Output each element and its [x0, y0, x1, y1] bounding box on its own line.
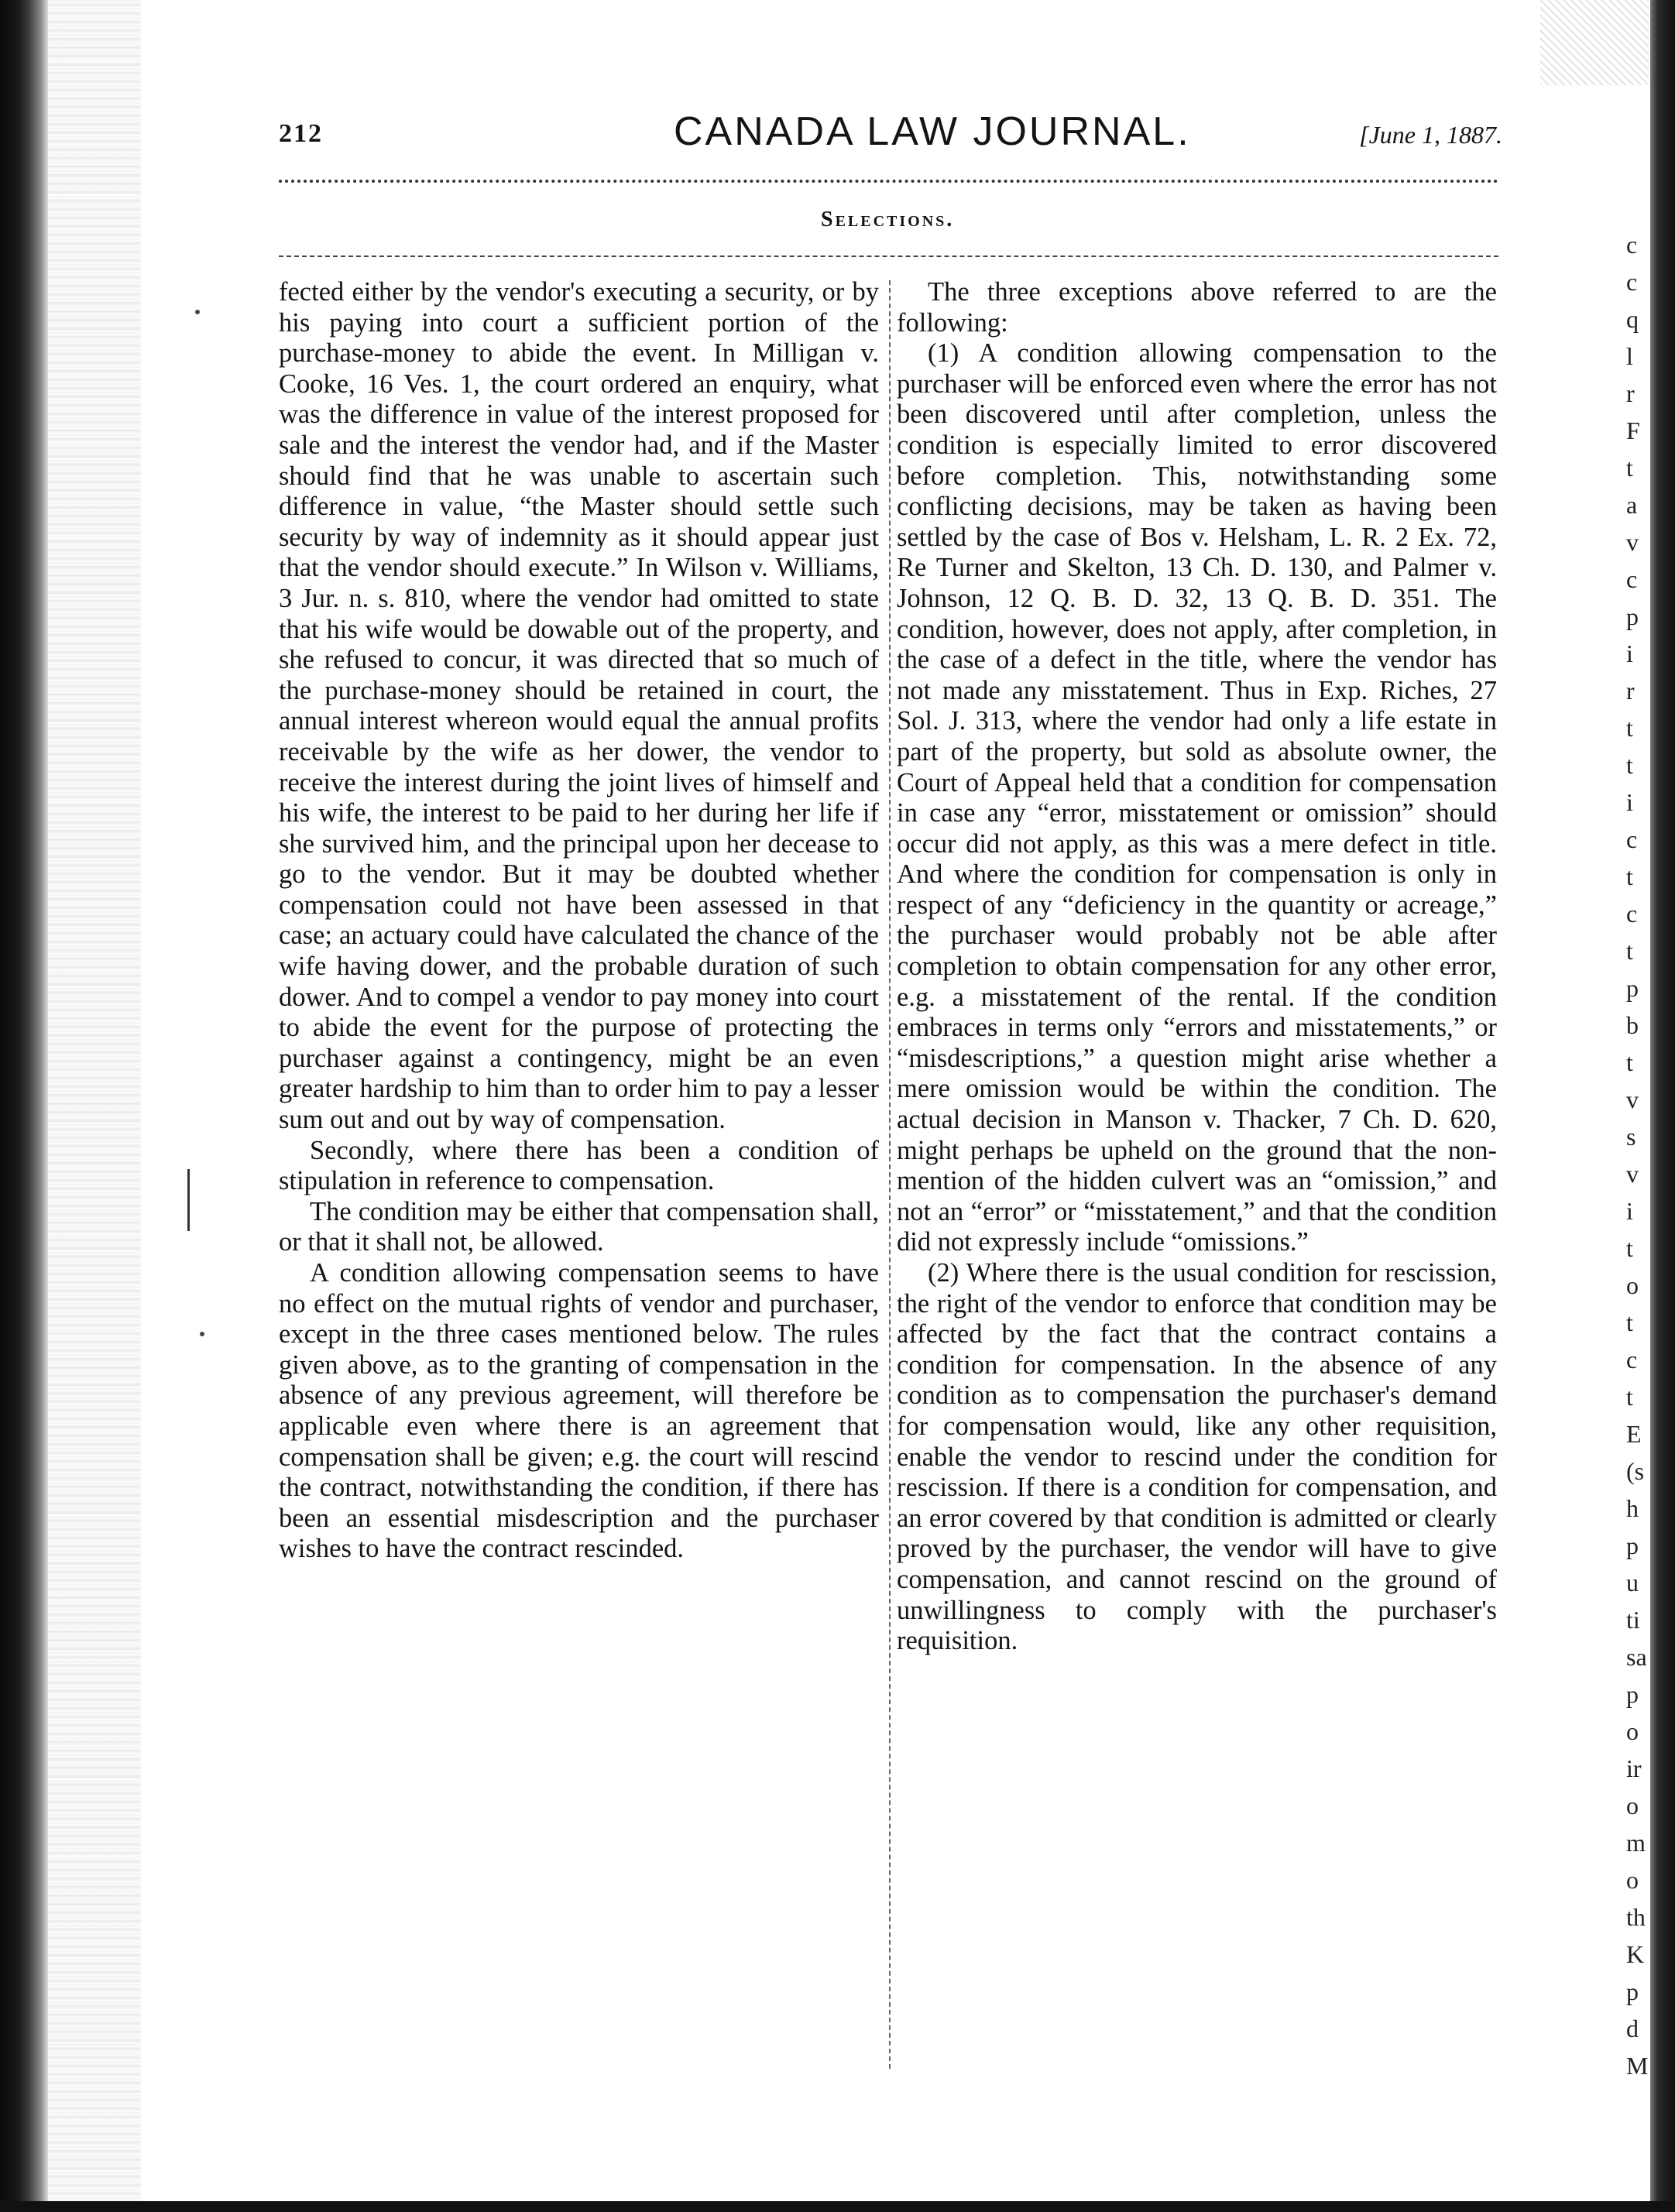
paragraph: Secondly, where there has been a condition of stipulation in reference to compensation. [279, 1135, 879, 1196]
adjacent-page-letter: p [1626, 1680, 1639, 1708]
section-rule [279, 255, 1498, 257]
adjacent-page-letter: t [1626, 1308, 1633, 1336]
page-number: 212 [279, 119, 323, 148]
running-header [279, 108, 1502, 155]
adjacent-page-letter: i [1626, 640, 1633, 667]
adjacent-page-letter: t [1626, 751, 1633, 779]
paragraph: A condition allowing compensation seems to have no effect on the mutual rights of vendor and purchaser, except in the three cases mentioned below. The rules given above, as to the granting of compensation in the absence of any previous agreement, will therefore be applicable even where there is an agreement that compensation shall be given; e.g. the court will rescind the contract, notwithstanding the condition, if there has been an essential misdescription and the purchaser wishes to have the contract rescinded. [279, 1258, 879, 1564]
paragraph: The condition may be either that compensation shall, or that it shall not, be allowed. [279, 1196, 879, 1257]
right-column [897, 277, 1497, 1657]
adjacent-page-letter: v [1626, 1085, 1639, 1113]
paragraph: fected either by the vendor's executing a security, or by his paying into court a sufficient portion of the purchase-money to abide the event. In Milligan v. Cooke, 16 Ves. 1, the court ordered an enquiry, what was the difference in value of the interest proposed for sale and the interest the vendor had, and if the Master should find that he was unable to ascertain such difference in value, “the Master should settle such security by way of indemnity as it should appear just that the vendor should execute.” In Wilson v. Williams, 3 Jur. n. s. 810, where the vendor had omitted to state that his wife would be dowable out of the property, and she refused to concur, it was directed that so much of the purchase-money should be retained in court, the annual interest whereon would equal the annual profits receivable by the wife as her dower, the vendor to receive the interest during the joint lives of himself and his wife, the interest to be paid to her during her life if she survived him, and the principal upon her decease to go to the vendor. But it may be doubted whether compensation could not have been assessed in that case; an actuary could have calculated the chance of the wife having dower, and the probable duration of such dower. And to compel a vendor to pay money into court to abide the event for the purpose of protecting the purchaser against a contingency, might be an even greater hardship to him than to order him to pay a lesser sum out and out by way of compensation. [279, 277, 879, 1135]
book-spine [0, 0, 48, 2212]
paragraph: (1) A condition allowing compensation to the purchaser will be enforced even where the error has not been discovered until after completion, unless the condition is especially limited to error discovered before completion. This, notwithstanding some conflicting decisions, may be taken as having been settled by the case of Bos v. Helsham, L. R. 2 Ex. 72, Re Turner and Skelton, 13 Ch. D. 130, and Palmer v. Johnson, 12 Q. B. D. 32, 13 Q. B. D. 351. The condition, however, does not apply, after completion, in the case of a defect in the title, where the vendor has not made any misstatement. Thus in Exp. Riches, 27 Sol. J. 313, where the vendor had only a life estate in part of the property, but sold as absolute owner, the Court of Appeal held that a condition for compensation in case any “error, misstatement or omission” should occur did not apply, as this was a mere defect in title. And where the condition for compensation is only in respect of any “deficiency in the quantity or acreage,” the purchaser would probably not be able after completion to obtain compensation for any other error, e.g. a misstatement of the rental. If the condition embraces in terms only “errors and misstatements,” or “misdescriptions,” a question might arise whether a mere omission would be within the condition. The actual decision in Manson v. Thacker, 7 Ch. D. 620, might perhaps be upheld on the ground that the non-mention of the hidden culvert was an “omission,” and not an “error” or “misstatement,” and that the condition did not expressly include “omissions.” [897, 338, 1497, 1257]
adjacent-page-letter: t [1626, 714, 1633, 742]
adjacent-page-letter: d [1626, 2015, 1639, 2042]
adjacent-page-letter: t [1626, 937, 1633, 965]
adjacent-page-letter: o [1626, 1792, 1639, 1819]
adjacent-page-letter: c [1626, 232, 1638, 259]
adjacent-page-letter: t [1626, 1048, 1633, 1076]
adjacent-page-letter: M [1626, 2052, 1649, 2080]
adjacent-page-letter: ir [1626, 1754, 1642, 1782]
journal-title: CANADA LAW JOURNAL. [674, 109, 1191, 154]
adjacent-page-letter: a [1626, 491, 1638, 519]
adjacent-page-letter: p [1626, 1977, 1639, 2005]
adjacent-page-letter: h [1626, 1494, 1639, 1522]
scan-corner-noise [1540, 0, 1649, 85]
adjacent-page-letter: o [1626, 1717, 1639, 1745]
adjacent-page-letter: v [1626, 528, 1639, 556]
adjacent-page-letter: t [1626, 863, 1633, 890]
page-bottom-edge [0, 2201, 1675, 2212]
adjacent-page-letter: c [1626, 565, 1638, 593]
adjacent-page-letter: i [1626, 1197, 1633, 1225]
adjacent-page-letter: t [1626, 454, 1633, 482]
adjacent-page-letter: c [1626, 1346, 1638, 1373]
adjacent-page-letter: o [1626, 1271, 1639, 1299]
adjacent-page-letter: c [1626, 825, 1638, 853]
adjacent-page-letter: r [1626, 379, 1635, 407]
adjacent-page-fragment [1625, 232, 1651, 2106]
issue-date: [June 1, 1887. [1359, 121, 1502, 149]
adjacent-page-letter: b [1626, 1011, 1639, 1039]
spine-shadow [48, 0, 141, 2212]
adjacent-page-letter: i [1626, 788, 1633, 816]
column-divider [889, 280, 891, 2069]
adjacent-page-letter: m [1626, 1829, 1646, 1857]
adjacent-page-letter: l [1626, 342, 1633, 370]
adjacent-page-letter: u [1626, 1569, 1639, 1596]
page-right-edge [1650, 0, 1675, 2212]
margin-dot [200, 1332, 204, 1336]
adjacent-page-letter: c [1626, 900, 1638, 928]
paragraph: (2) Where there is the usual condition for rescission, the right of the vendor to enforce that condition may be affected by the fact that the contract contains a condition for compensation. In the absence of any condition as to compensation the purchaser's demand for compensation would, like any other requisition, enable the vendor to rescind under the condition for rescission. If there is a condition for compensation, and an error covered by that condition is admitted or clearly proved by the purchaser, the vendor will have to give compensation, and cannot rescind on the ground of unwillingness to comply with the purchaser's requisition. [897, 1258, 1497, 1656]
adjacent-page-letter: v [1626, 1160, 1639, 1188]
adjacent-page-letter: s [1626, 1123, 1636, 1151]
adjacent-page-letter: p [1626, 602, 1639, 630]
adjacent-page-letter: t [1626, 1234, 1633, 1262]
margin-dot [195, 310, 200, 314]
adjacent-page-letter: q [1626, 305, 1639, 333]
section-heading: Selections. [821, 207, 955, 231]
adjacent-page-letter: th [1626, 1903, 1646, 1931]
adjacent-page-letter: (s [1626, 1457, 1645, 1485]
left-column [279, 277, 879, 1565]
adjacent-page-letter: ti [1626, 1606, 1640, 1634]
adjacent-page-letter: r [1626, 677, 1635, 705]
adjacent-page-letter: E [1626, 1420, 1642, 1448]
adjacent-page-letter: c [1626, 268, 1638, 296]
adjacent-page-letter: F [1626, 417, 1640, 444]
adjacent-page-letter: sa [1626, 1643, 1647, 1671]
margin-mark [187, 1169, 190, 1231]
adjacent-page-letter: p [1626, 1531, 1639, 1559]
header-rule [279, 180, 1498, 183]
adjacent-page-letter: p [1626, 974, 1639, 1002]
paragraph: The three exceptions above referred to are the following: [897, 277, 1497, 338]
adjacent-page-letter: t [1626, 1383, 1633, 1411]
adjacent-page-letter: o [1626, 1866, 1639, 1894]
adjacent-page-letter: K [1626, 1940, 1645, 1968]
